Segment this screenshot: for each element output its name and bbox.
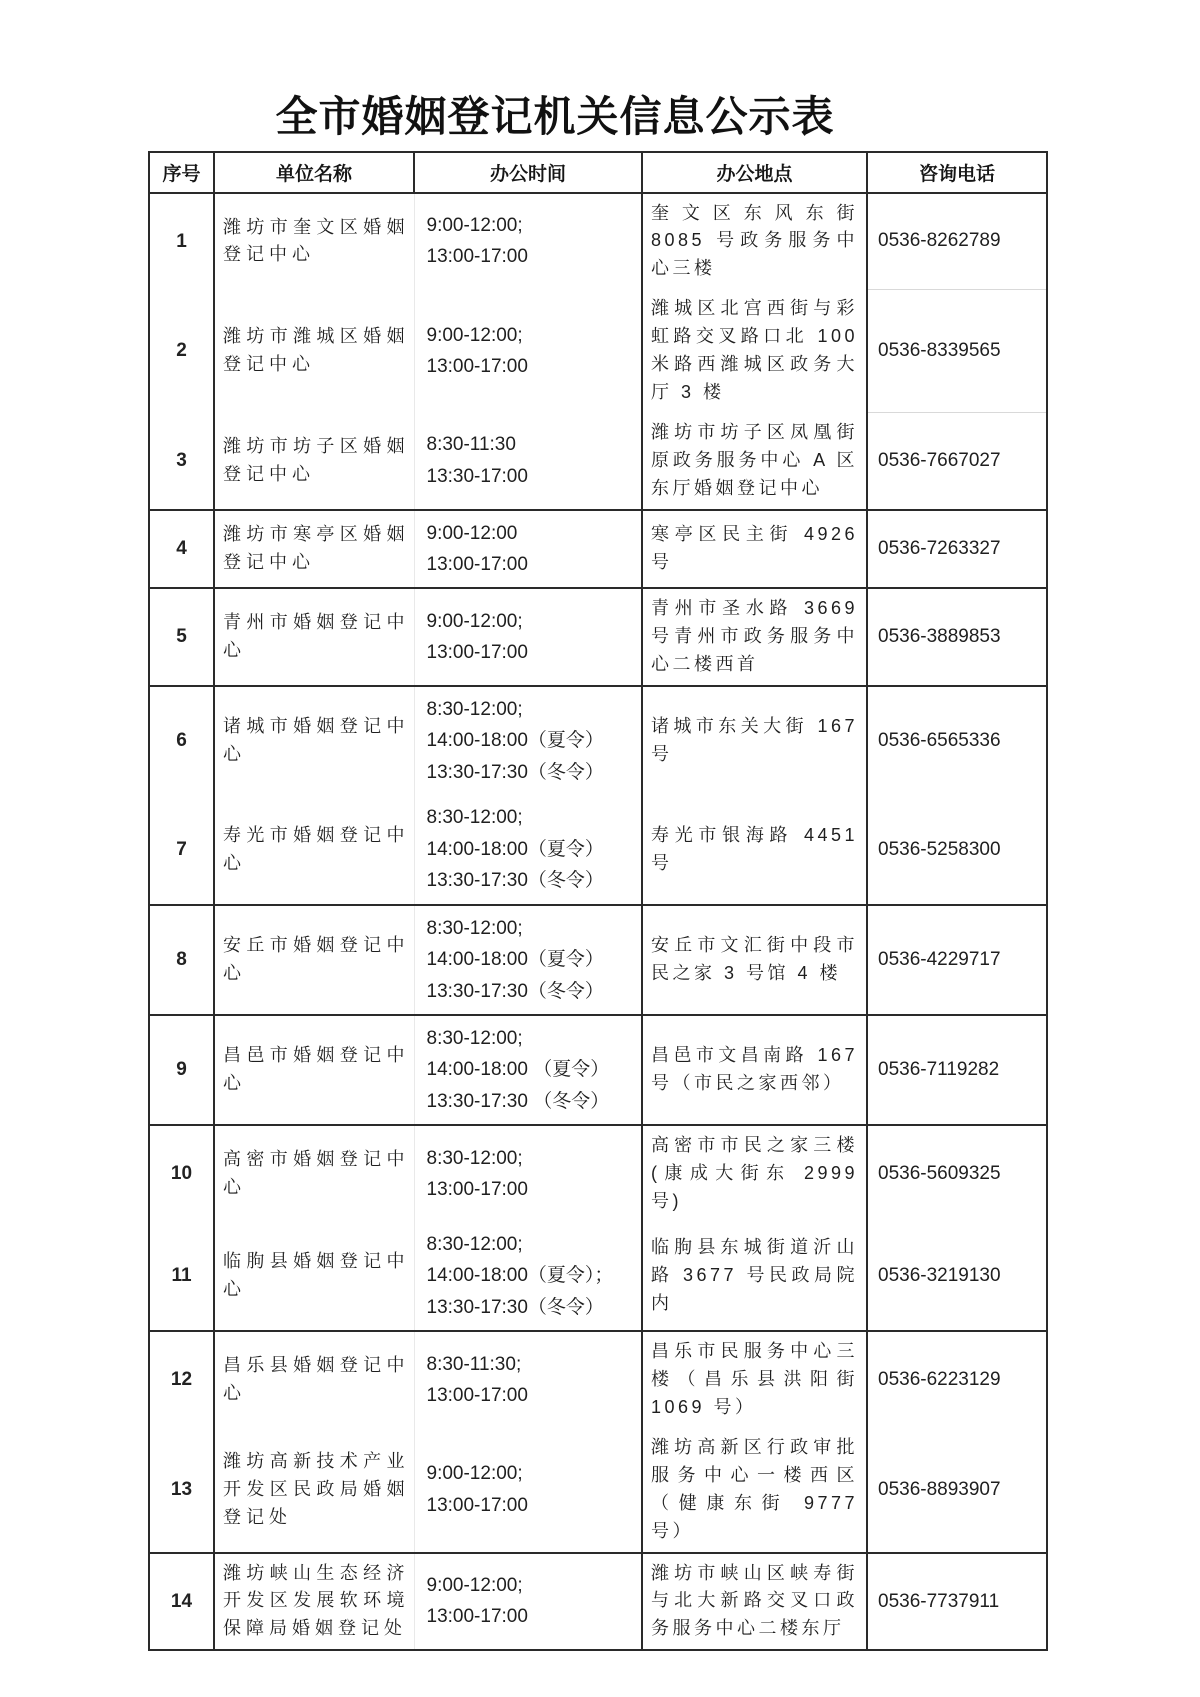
office-hours-line: 13:30-17:00 [426,465,528,487]
office-hours-line: 14:00-18:00（夏令） [426,730,604,752]
cell-phone: 0536-7119282 [867,1015,1047,1125]
cell-phone: 0536-7263327 [867,510,1047,589]
table-row [149,289,1047,413]
cell-name: 寿光市婚姻登记中心 [214,795,414,904]
office-hours-line: 9:00-12:00 [426,522,518,544]
cell-address: 临朐县东城街道沂山路 3677 号民政局院内 [642,1222,867,1331]
cell-no: 11 [149,1222,214,1331]
table-row [149,510,1047,589]
cell-phone: 0536-6565336 [878,730,1001,752]
cell-name: 潍坊市潍城区婚姻登记中心 [214,289,414,413]
cell-time [414,193,642,290]
cell-phone: 0536-6223129 [878,1369,1001,1391]
cell-no: 13 [149,1428,214,1553]
cell-time [414,510,642,589]
office-hours-line: 8:30-12:00; [426,699,523,721]
cell-no: 4 [149,510,214,589]
cell-no: 5 [149,588,214,686]
column-header-phone: 咨询电话 [867,152,1047,193]
cell-name: 潍坊市寒亭区婚姻登记中心 [214,510,414,589]
cell-address: 潍城区北宫西街与彩虹路交叉路口北 100 米路西潍城区政务大厅 3 楼 [642,289,867,413]
cell-phone: 0536-3219130 [867,1222,1047,1331]
cell-address: 青州市圣水路 3669 号青州市政务服务中心二楼西首 [642,588,867,686]
office-hours-line: 8:30-12:00; [426,1027,523,1049]
office-hours-line: 14:00-18:00（夏令） [426,949,604,971]
office-hours-line: 8:30-12:00; [426,1233,523,1255]
cell-no: 14 [149,1553,214,1651]
cell-name: 昌乐县婚姻登记中心 [214,1331,414,1428]
cell-time [414,1553,642,1651]
cell-phone: 0536-4229717 [867,905,1047,1015]
office-hours-line: 13:30-17:30（冬令） [426,980,604,1002]
column-header-address: 办公地点 [642,152,867,193]
cell-name: 诸城市婚姻登记中心 [214,686,414,795]
cell-phone: 0536-7667027 [867,413,1047,510]
cell-no: 7 [149,795,214,904]
table-row [149,905,1047,1015]
cell-name: 潍坊峡山生态经济开发区发展软环境保障局婚姻登记处 [214,1553,414,1651]
cell-name: 潍坊市坊子区婚姻登记中心 [214,413,414,510]
cell-name: 潍坊高新技术产业开发区民政局婚姻登记处 [214,1428,414,1553]
cell-time [414,1015,642,1125]
cell-phone: 0536-5609325 [878,1163,1001,1185]
office-hours-line: 8:30-12:00; [426,917,523,939]
office-hours-line: 8:30-11:30; [426,1353,522,1375]
cell-phone: 0536-7737911 [867,1553,1047,1651]
table-row [149,1015,1047,1125]
cell-address: 安丘市文汇街中段市民之家 3 号馆 4 楼 [642,905,867,1015]
cell-address: 昌邑市文昌南路 167 号（市民之家西邻） [642,1015,867,1125]
office-hours-line: 9:00-12:00; [426,610,523,632]
cell-no: 1 [149,193,214,290]
cell-address: 奎文区东风东街 8085 号政务服务中心三楼 [642,193,867,290]
cell-name: 青州市婚姻登记中心 [214,588,414,686]
cell-no: 10 [149,1125,214,1222]
office-hours-line: 9:00-12:00; [426,1574,523,1596]
office-hours-line: 13:30-17:30（冬令） [426,870,604,892]
cell-time [414,795,642,904]
office-hours-line: 8:30-11:30 [426,434,516,456]
cell-phone: 0536-8262789 [867,193,1047,290]
cell-time [414,1125,642,1222]
page-title: 全市婚姻登记机关信息公示表 [275,93,835,140]
office-hours-line: 13:00-17:00 [426,356,528,378]
table-row [149,588,1047,686]
office-hours-line: 13:30-17:30（冬令） [426,1296,604,1318]
table-row [149,1428,1047,1553]
cell-phone: 0536-5258300 [867,795,1047,904]
office-hours-line: 8:30-12:00; [426,1147,523,1169]
cell-name: 昌邑市婚姻登记中心 [214,1015,414,1125]
office-hours-line: 13:00-17:00 [426,553,528,575]
office-hours-line: 13:30-17:30（冬令） [426,761,604,783]
office-hours-line: 13:00-17:00 [426,1494,528,1516]
cell-phone: 0536-3889853 [867,588,1047,686]
office-hours-line: 13:00-17:00 [426,1385,528,1407]
office-hours-line: 9:00-12:00; [426,214,523,236]
cell-time [414,1428,642,1553]
cell-address: 高密市市民之家三楼(康成大街东 2999 号) [642,1125,867,1222]
cell-time [414,905,642,1015]
cell-time [414,413,642,510]
cell-phone: 0536-8339565 [867,289,1047,413]
marriage-registry-table [148,151,1048,1652]
cell-time [414,1331,642,1428]
table-row [149,1331,1047,1428]
document-page [148,0,1046,1651]
table-row [149,1222,1047,1331]
office-hours-line: 13:00-17:00 [426,1179,528,1201]
cell-address: 诸城市东关大街 167 号 [642,686,867,795]
cell-no: 12 [149,1331,214,1428]
cell-address: 昌乐市民服务中心三楼（昌乐县洪阳街 1069 号） [642,1331,867,1428]
office-hours-line: 9:00-12:00; [426,324,523,346]
registry-table-body [149,193,1047,1651]
table-row [149,795,1047,904]
office-hours-line: 9:00-12:00; [426,1463,523,1485]
cell-name: 高密市婚姻登记中心 [214,1125,414,1222]
cell-no: 2 [149,289,214,413]
table-row [149,193,1047,290]
cell-address: 潍坊市峡山区峡寿街与北大新路交叉口政务服务中心二楼东厅 [642,1553,867,1651]
office-hours-line: 13:00-17:00 [426,642,528,664]
cell-name: 临朐县婚姻登记中心 [214,1222,414,1331]
cell-time [414,588,642,686]
cell-phone: 0536-8893907 [867,1428,1047,1553]
table-row [149,413,1047,510]
office-hours-line: 14:00-18:00（夏令） [426,838,604,860]
table-row [149,686,1047,795]
cell-address: 寿光市银海路 4451 号 [642,795,867,904]
column-header-no: 序号 [149,152,214,193]
column-header-name: 单位名称 [214,152,414,193]
office-hours-line: 13:00-17:00 [426,246,528,268]
cell-time [414,289,642,413]
office-hours-line: 13:00-17:00 [426,1606,528,1628]
office-hours-line: 14:00-18:00 （夏令） [426,1059,610,1081]
office-hours-line: 13:30-17:30 （冬令） [426,1090,610,1112]
cell-address: 寒亭区民主街 4926 号 [642,510,867,589]
table-row [149,1553,1047,1651]
cell-no: 9 [149,1015,214,1125]
office-hours-line: 8:30-12:00; [426,807,523,829]
cell-no: 8 [149,905,214,1015]
cell-address: 潍坊市坊子区凤凰街原政务服务中心 A 区东厅婚姻登记中心 [642,413,867,510]
cell-address: 潍坊高新区行政审批服务中心一楼西区（健康东街 9777 号） [642,1428,867,1553]
cell-name: 安丘市婚姻登记中心 [214,905,414,1015]
office-hours-line: 14:00-18:00（夏令）； [426,1265,614,1287]
cell-name: 潍坊市奎文区婚姻登记中心 [214,193,414,290]
header-row [149,152,1047,193]
cell-no: 6 [149,686,214,795]
cell-no: 3 [149,413,214,510]
column-header-time: 办公时间 [414,152,642,193]
cell-time [414,686,642,795]
cell-time [414,1222,642,1331]
table-row [149,1125,1047,1222]
